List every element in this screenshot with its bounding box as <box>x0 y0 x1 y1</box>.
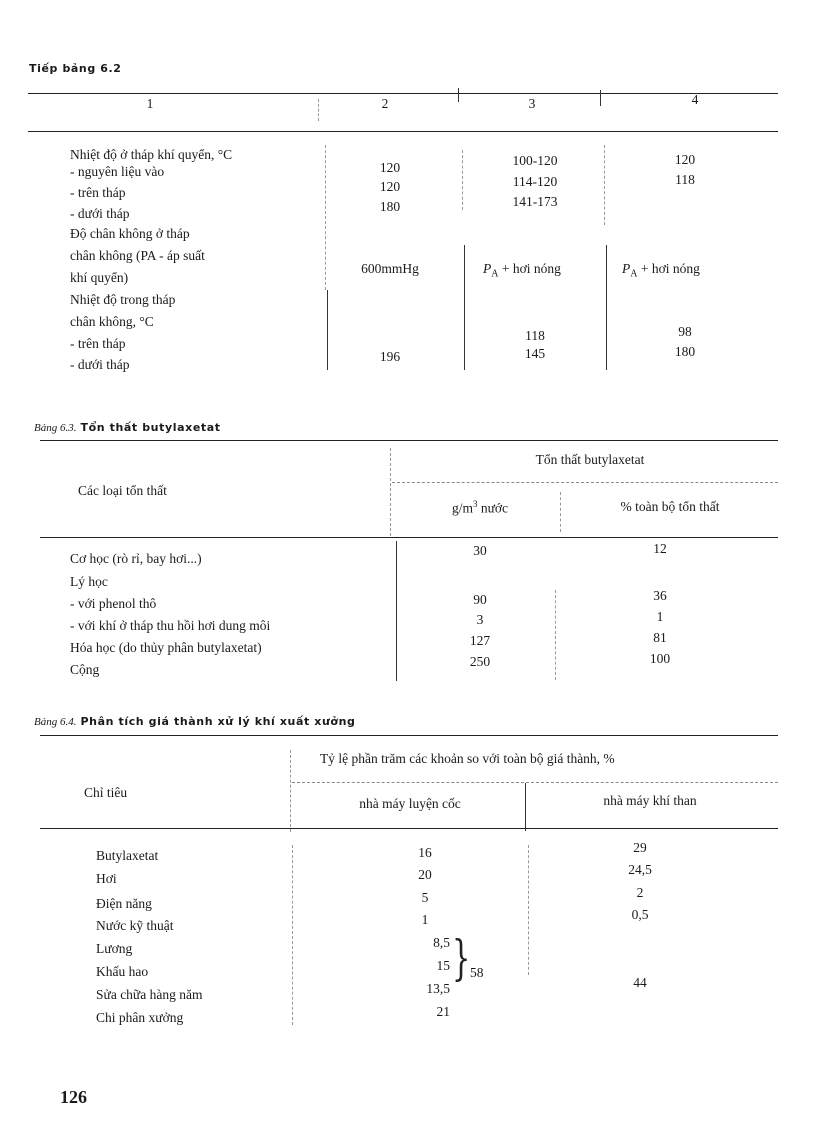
table-cell: 13,5 <box>426 981 450 996</box>
table-cell: 29 <box>633 840 647 855</box>
table-cell: 141-173 <box>512 194 558 209</box>
table-6-2-col-sep-2 <box>462 150 463 210</box>
table-cell: 145 <box>524 346 546 361</box>
table-cell: 180 <box>379 199 401 214</box>
table-6-3-subheader-2: % toàn bộ tổn thất <box>620 499 720 514</box>
table-row-label: - dưới tháp <box>70 357 130 372</box>
table-6-3-row-header: Các loại tổn thất <box>78 483 167 498</box>
table-cell: 1 <box>656 609 664 624</box>
table-6-3-col-sep-1 <box>396 541 397 681</box>
table-row-label: Nước kỹ thuật <box>96 918 174 933</box>
table-row-label: - trên tháp <box>70 185 126 200</box>
table-6-3-header-sep-2 <box>560 492 561 532</box>
table-cell: 100 <box>649 651 671 666</box>
table-row-label: - với khí ở tháp thu hồi hơi dung môi <box>70 618 271 633</box>
vacuum-pa-cell: $P_A$ + hơi nóng <box>483 261 561 280</box>
table-row-label: Lương <box>96 941 133 956</box>
table-cell: 30 <box>473 543 487 558</box>
table-6-4-header-rule <box>40 828 778 829</box>
table-row-label: khí quyển) <box>70 270 129 285</box>
table-row-label: Độ chân không ở tháp <box>70 226 190 241</box>
table-cell: 24,5 <box>628 862 652 877</box>
table-6-2-header-4: 4 <box>691 92 699 107</box>
table-cell: 120 <box>674 152 696 167</box>
table-cell: 2 <box>636 885 644 900</box>
table-row-label: Lý học <box>70 574 108 589</box>
vacuum-pa-cell: $P_A$ + hơi nóng <box>622 261 700 280</box>
table-6-2-col-sep-3 <box>604 145 605 225</box>
table-row-label: Chi phân xưởng <box>96 1010 184 1025</box>
table-row-label: Cộng <box>70 662 100 677</box>
table-cell: 15 <box>436 958 450 973</box>
table-6-4-col-sep-1 <box>292 845 293 1025</box>
table-6-2-col-sep-3b <box>606 245 607 370</box>
table-row-label: Nhiệt độ ở tháp khí quyển, °C <box>70 147 233 162</box>
table-row-label: Butylaxetat <box>96 848 159 863</box>
table-cell: 12 <box>653 541 667 556</box>
table-row-label: Cơ học (rò rỉ, bay hơi...) <box>70 551 202 566</box>
vacuum-pressure-cell: 600mmHg <box>361 261 419 276</box>
table-cell: 81 <box>653 630 667 645</box>
table-cell: 120 <box>379 179 401 194</box>
table-6-4-row-header: Chỉ tiêu <box>84 785 128 800</box>
table-cell: 114-120 <box>512 174 558 189</box>
brace-total-cell: 58 <box>470 965 484 980</box>
table-6-3-header-rule <box>40 537 778 538</box>
table-6-3-subheader-1: $g/m^3$ nước <box>451 499 509 516</box>
table-row-label: - dưới tháp <box>70 206 130 221</box>
table-cell: 120 <box>379 160 401 175</box>
table-6-4-caption-title: Phân tích giá thành xử lý khí xuất xưởng <box>80 715 356 728</box>
table-cell: 90 <box>473 592 487 607</box>
table-6-4-caption-number: Bảng 6.4. <box>34 716 77 728</box>
table-6-2-header-rule <box>28 131 778 132</box>
table-cell: 3 <box>476 612 484 627</box>
table-6-3-group-rule <box>392 482 778 483</box>
table-row-label: Nhiệt độ trong tháp <box>70 292 176 307</box>
table-cell: 98 <box>678 324 692 339</box>
table-cell: 20 <box>418 867 432 882</box>
table-6-2-col-sep-2b <box>464 245 465 370</box>
table-cell: 100-120 <box>512 153 558 168</box>
table-row-label: Hóa học (do thủy phân butylaxetat) <box>70 640 262 655</box>
table-cell: 21 <box>436 1004 450 1019</box>
table-6-2-col-sep-1 <box>325 145 326 290</box>
table-6-4-group-header: Tỷ lệ phần trăm các khoản so với toàn bộ giá thành, % <box>320 751 615 766</box>
table-6-2-header-3: 3 <box>528 96 536 111</box>
table-6-3-caption <box>34 418 221 436</box>
table-6-3-group-header: Tổn thất butylaxetat <box>535 452 645 467</box>
table-row-label: Điện năng <box>96 896 152 911</box>
table-cell: 180 <box>674 344 696 359</box>
table-6-3-top-rule <box>40 440 778 441</box>
table-row-label: Hơi <box>96 871 117 886</box>
page-number: 126 <box>60 1087 87 1107</box>
table-cell: 44 <box>633 975 647 990</box>
table-row-label: Sửa chữa hàng năm <box>96 987 203 1002</box>
table-row-label: chân không, °C <box>70 314 154 329</box>
right-brace-icon: } <box>452 930 471 986</box>
table-6-2-header-sep-2 <box>458 88 459 102</box>
table-6-3-caption-number: Bảng 6.3. <box>34 422 77 434</box>
table-6-4-header-sep-1 <box>290 750 291 832</box>
table-cell: 118 <box>675 172 695 187</box>
table-6-4-top-rule <box>40 735 778 736</box>
table-6-3-col-sep-2 <box>555 590 556 680</box>
table-cell: 127 <box>469 633 491 648</box>
table-row-label: Khấu hao <box>96 964 149 979</box>
table-cell: 118 <box>525 328 545 343</box>
table-6-2-header-2: 2 <box>381 96 389 111</box>
table-cell: 5 <box>421 890 429 905</box>
table-row-label: chân không (PA - áp suất <box>70 248 205 263</box>
table-cell: 196 <box>379 349 401 364</box>
table-6-2-header-sep-3 <box>600 90 601 106</box>
table-6-4-subheader-2: nhà máy khí than <box>603 793 697 808</box>
table-6-4-subheader-1: nhà máy luyện cốc <box>359 796 461 811</box>
table-6-2-caption: Tiếp bảng 6.2 <box>29 62 122 75</box>
table-6-4-header-sep-2 <box>525 783 526 831</box>
table-6-2-col-sep-1b <box>327 290 328 370</box>
table-6-2-header-sep-1 <box>318 99 319 121</box>
table-row-label: - nguyên liệu vào <box>70 164 165 179</box>
table-6-4-group-rule <box>292 782 778 783</box>
table-6-3-header-sep-1 <box>390 448 391 536</box>
table-cell: 16 <box>418 845 432 860</box>
table-6-4-caption <box>34 712 355 730</box>
table-6-3-caption-title: Tổn thất butylaxetat <box>80 421 221 434</box>
table-cell: 1 <box>421 912 429 927</box>
table-cell: 36 <box>653 588 667 603</box>
table-row-label: - với phenol thô <box>70 596 157 611</box>
table-cell: 8,5 <box>433 935 450 950</box>
table-6-4-col-sep-2 <box>528 845 529 975</box>
table-6-2-header-1: 1 <box>146 96 154 111</box>
table-row-label: - trên tháp <box>70 336 126 351</box>
table-cell: 250 <box>469 654 491 669</box>
table-cell: 0,5 <box>631 907 649 922</box>
